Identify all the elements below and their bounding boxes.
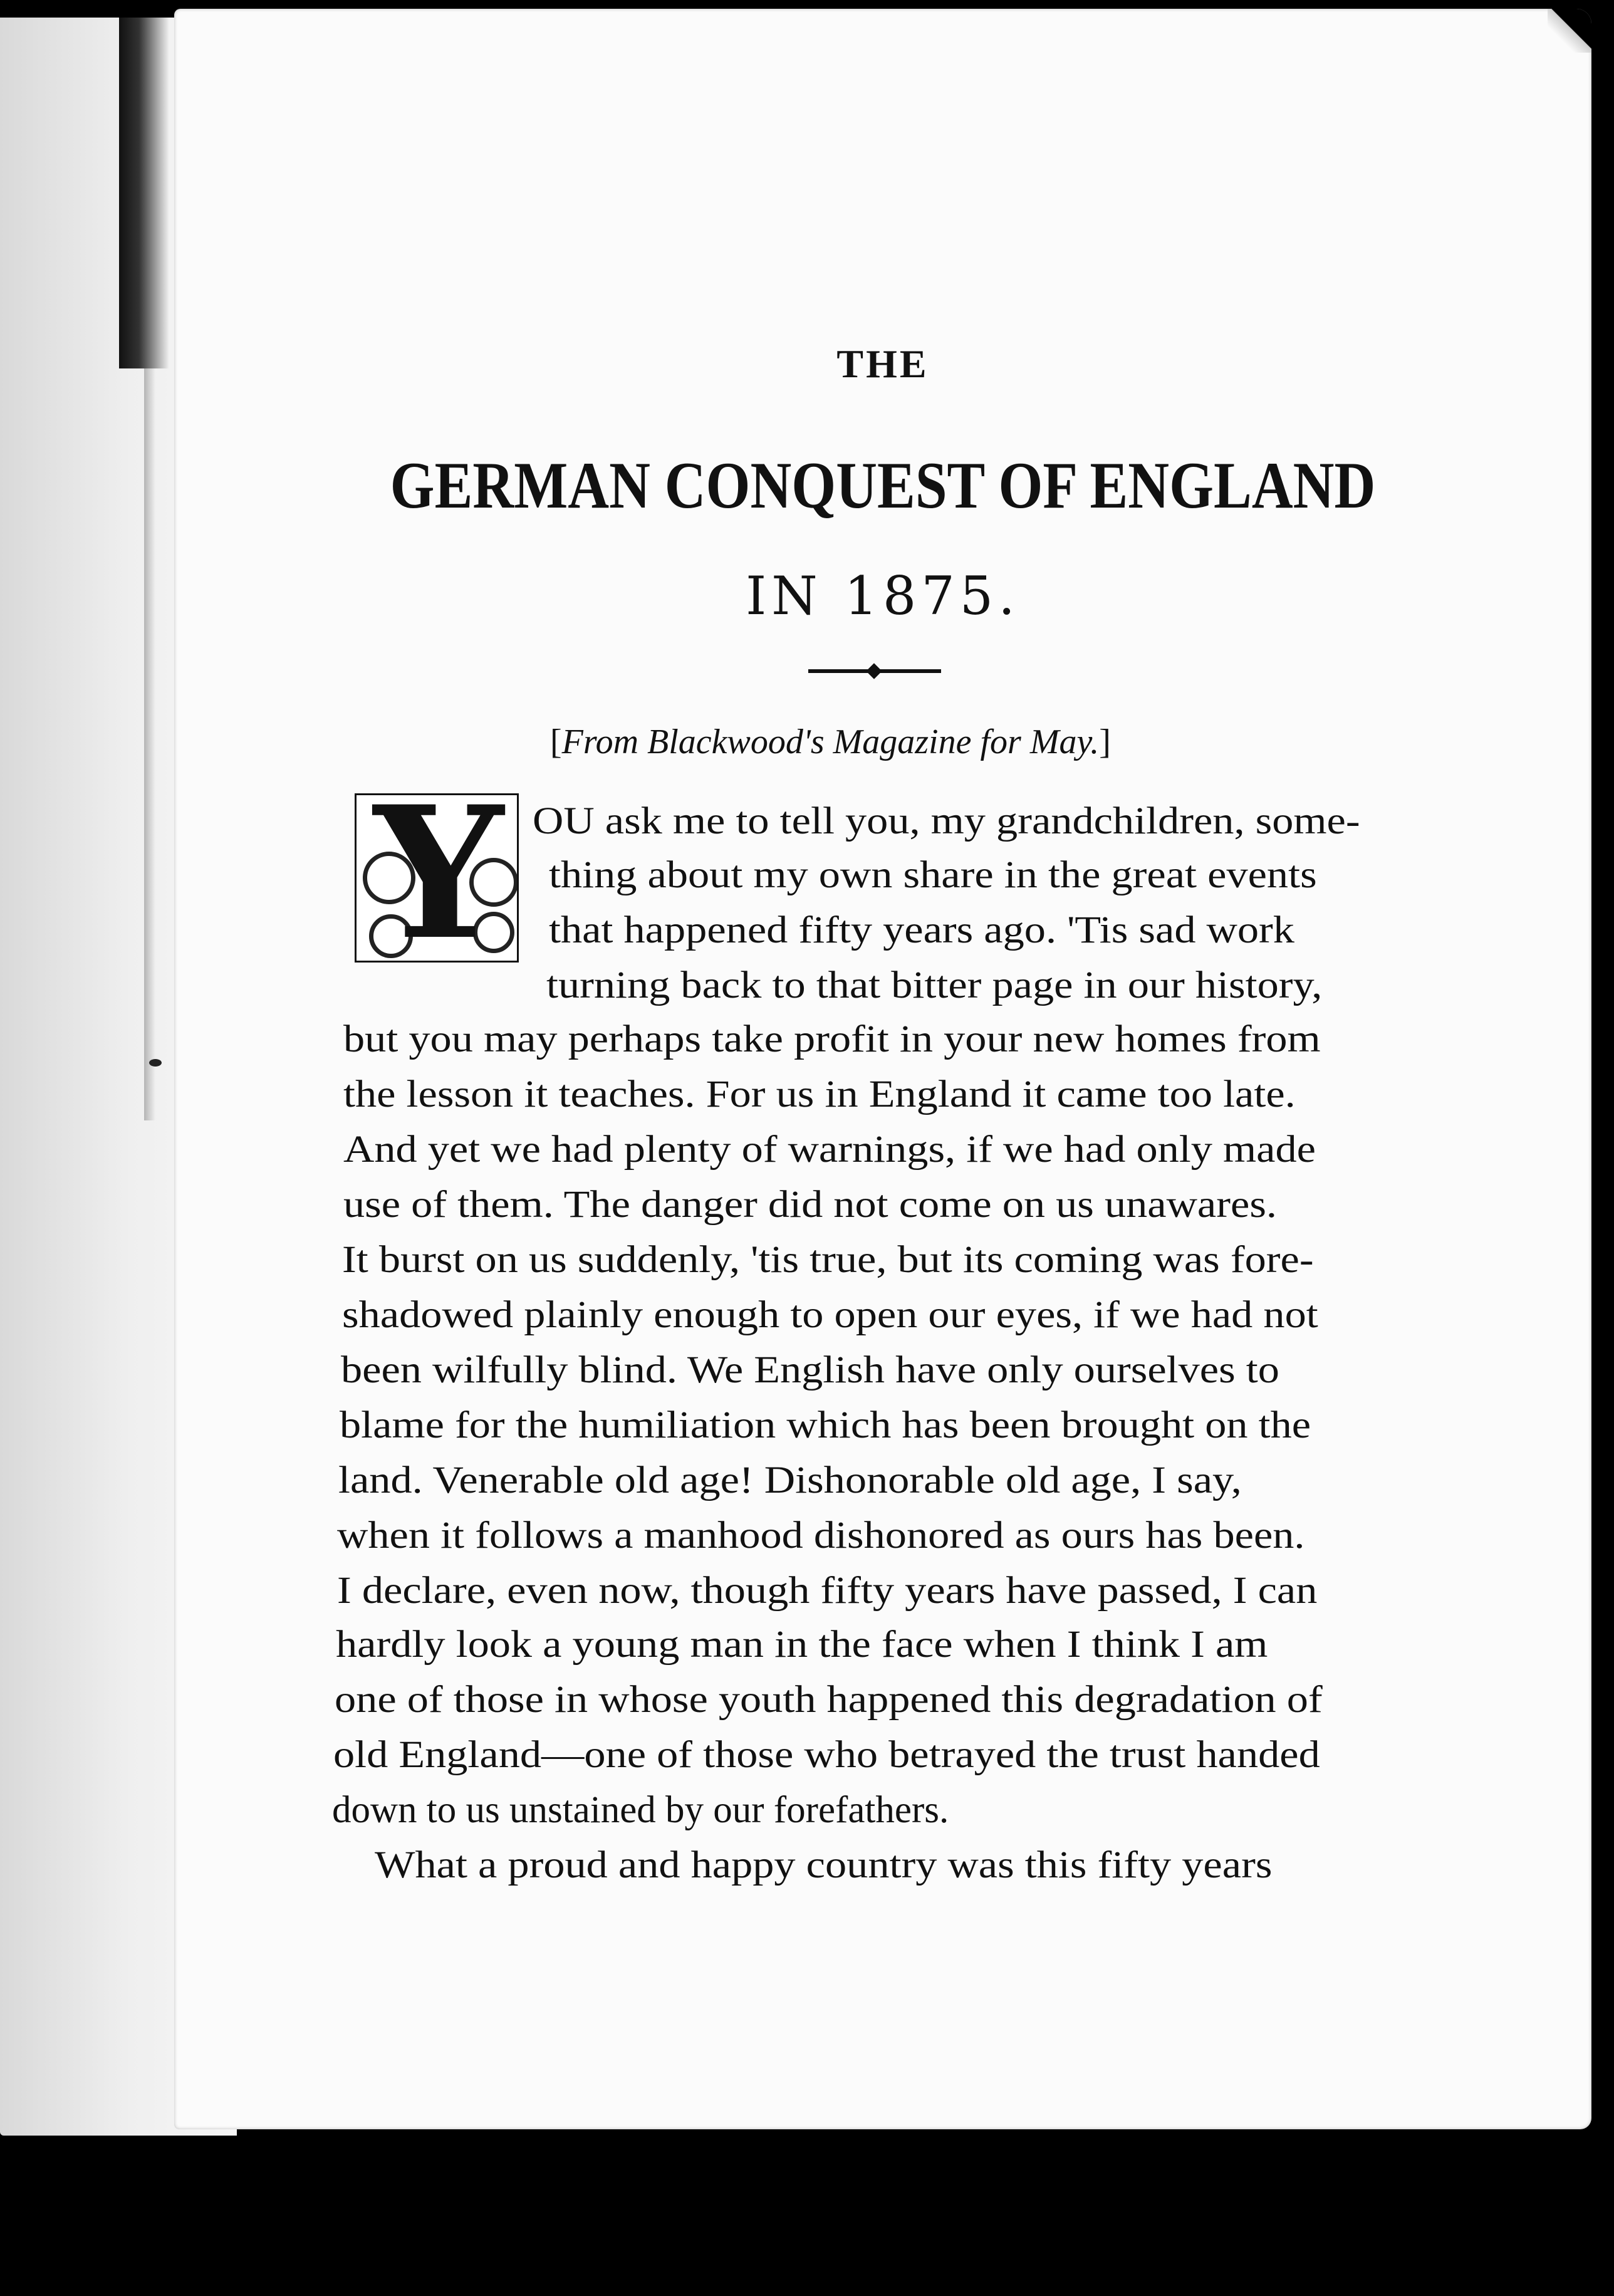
text-line: land. Venerable old age! Dishonorable old age, I say, [338, 1459, 1242, 1501]
text-line: It burst on us suddenly, 'tis true, but its coming was fore- [342, 1239, 1314, 1281]
source-bracket-close: ] [1099, 723, 1111, 761]
drop-cap-letter: Y [373, 793, 504, 963]
text-line: hardly look a young man in the face when I think I am [336, 1624, 1268, 1666]
text-line: the lesson it teaches. For us in England it came too late. [343, 1073, 1296, 1115]
text-line: one of those in whose youth happened this degradation of [335, 1679, 1323, 1721]
heading-year: IN 1875. [746, 565, 1020, 627]
drop-cap-box [355, 793, 519, 963]
heading-the: THE [836, 342, 929, 386]
stray-mark [149, 1059, 162, 1067]
text-line: when it follows a manhood dishonored as ours has been. [337, 1515, 1305, 1557]
binding-shadow-lower [144, 368, 155, 1120]
source-note [550, 722, 1365, 762]
text-line: down to us unstained by our forefathers. [332, 1789, 949, 1831]
book-page [174, 9, 1591, 2129]
source-text: From Blackwood's Magazine for May. [561, 723, 1100, 761]
text-line: turning back to that bitter page in our history, [546, 964, 1323, 1006]
text-line: What a proud and happy country was this fifty years [375, 1844, 1273, 1886]
text-line: shadowed plainly enough to open our eyes, if we had not [342, 1294, 1318, 1336]
text-line: thing about my own share in the great events [549, 854, 1317, 896]
text-line: been wilfully blind. We English have only ourselves to [341, 1349, 1279, 1391]
divider-ornament [808, 669, 941, 673]
text-line: but you may perhaps take profit in your new homes from [343, 1018, 1321, 1060]
source-bracket-open: [ [550, 723, 562, 761]
text-line: OU ask me to tell you, my grandchildren, some- [533, 800, 1360, 842]
text-line: blame for the humiliation which has been brought on the [340, 1404, 1311, 1446]
text-line: use of them. The danger did not come on us unawares. [343, 1184, 1278, 1226]
binding-shadow [119, 18, 169, 368]
text-line: old England—one of those who betrayed the trust handed [333, 1734, 1320, 1776]
page-content [174, 9, 1591, 2129]
text-line: that happened fifty years ago. 'Tis sad work [549, 909, 1294, 951]
text-line: I declare, even now, though fifty years have passed, I can [337, 1570, 1318, 1612]
page-title: GERMAN CONQUEST OF ENGLAND [390, 449, 1376, 522]
text-line: And yet we had plenty of warnings, if we had only made [343, 1129, 1316, 1171]
